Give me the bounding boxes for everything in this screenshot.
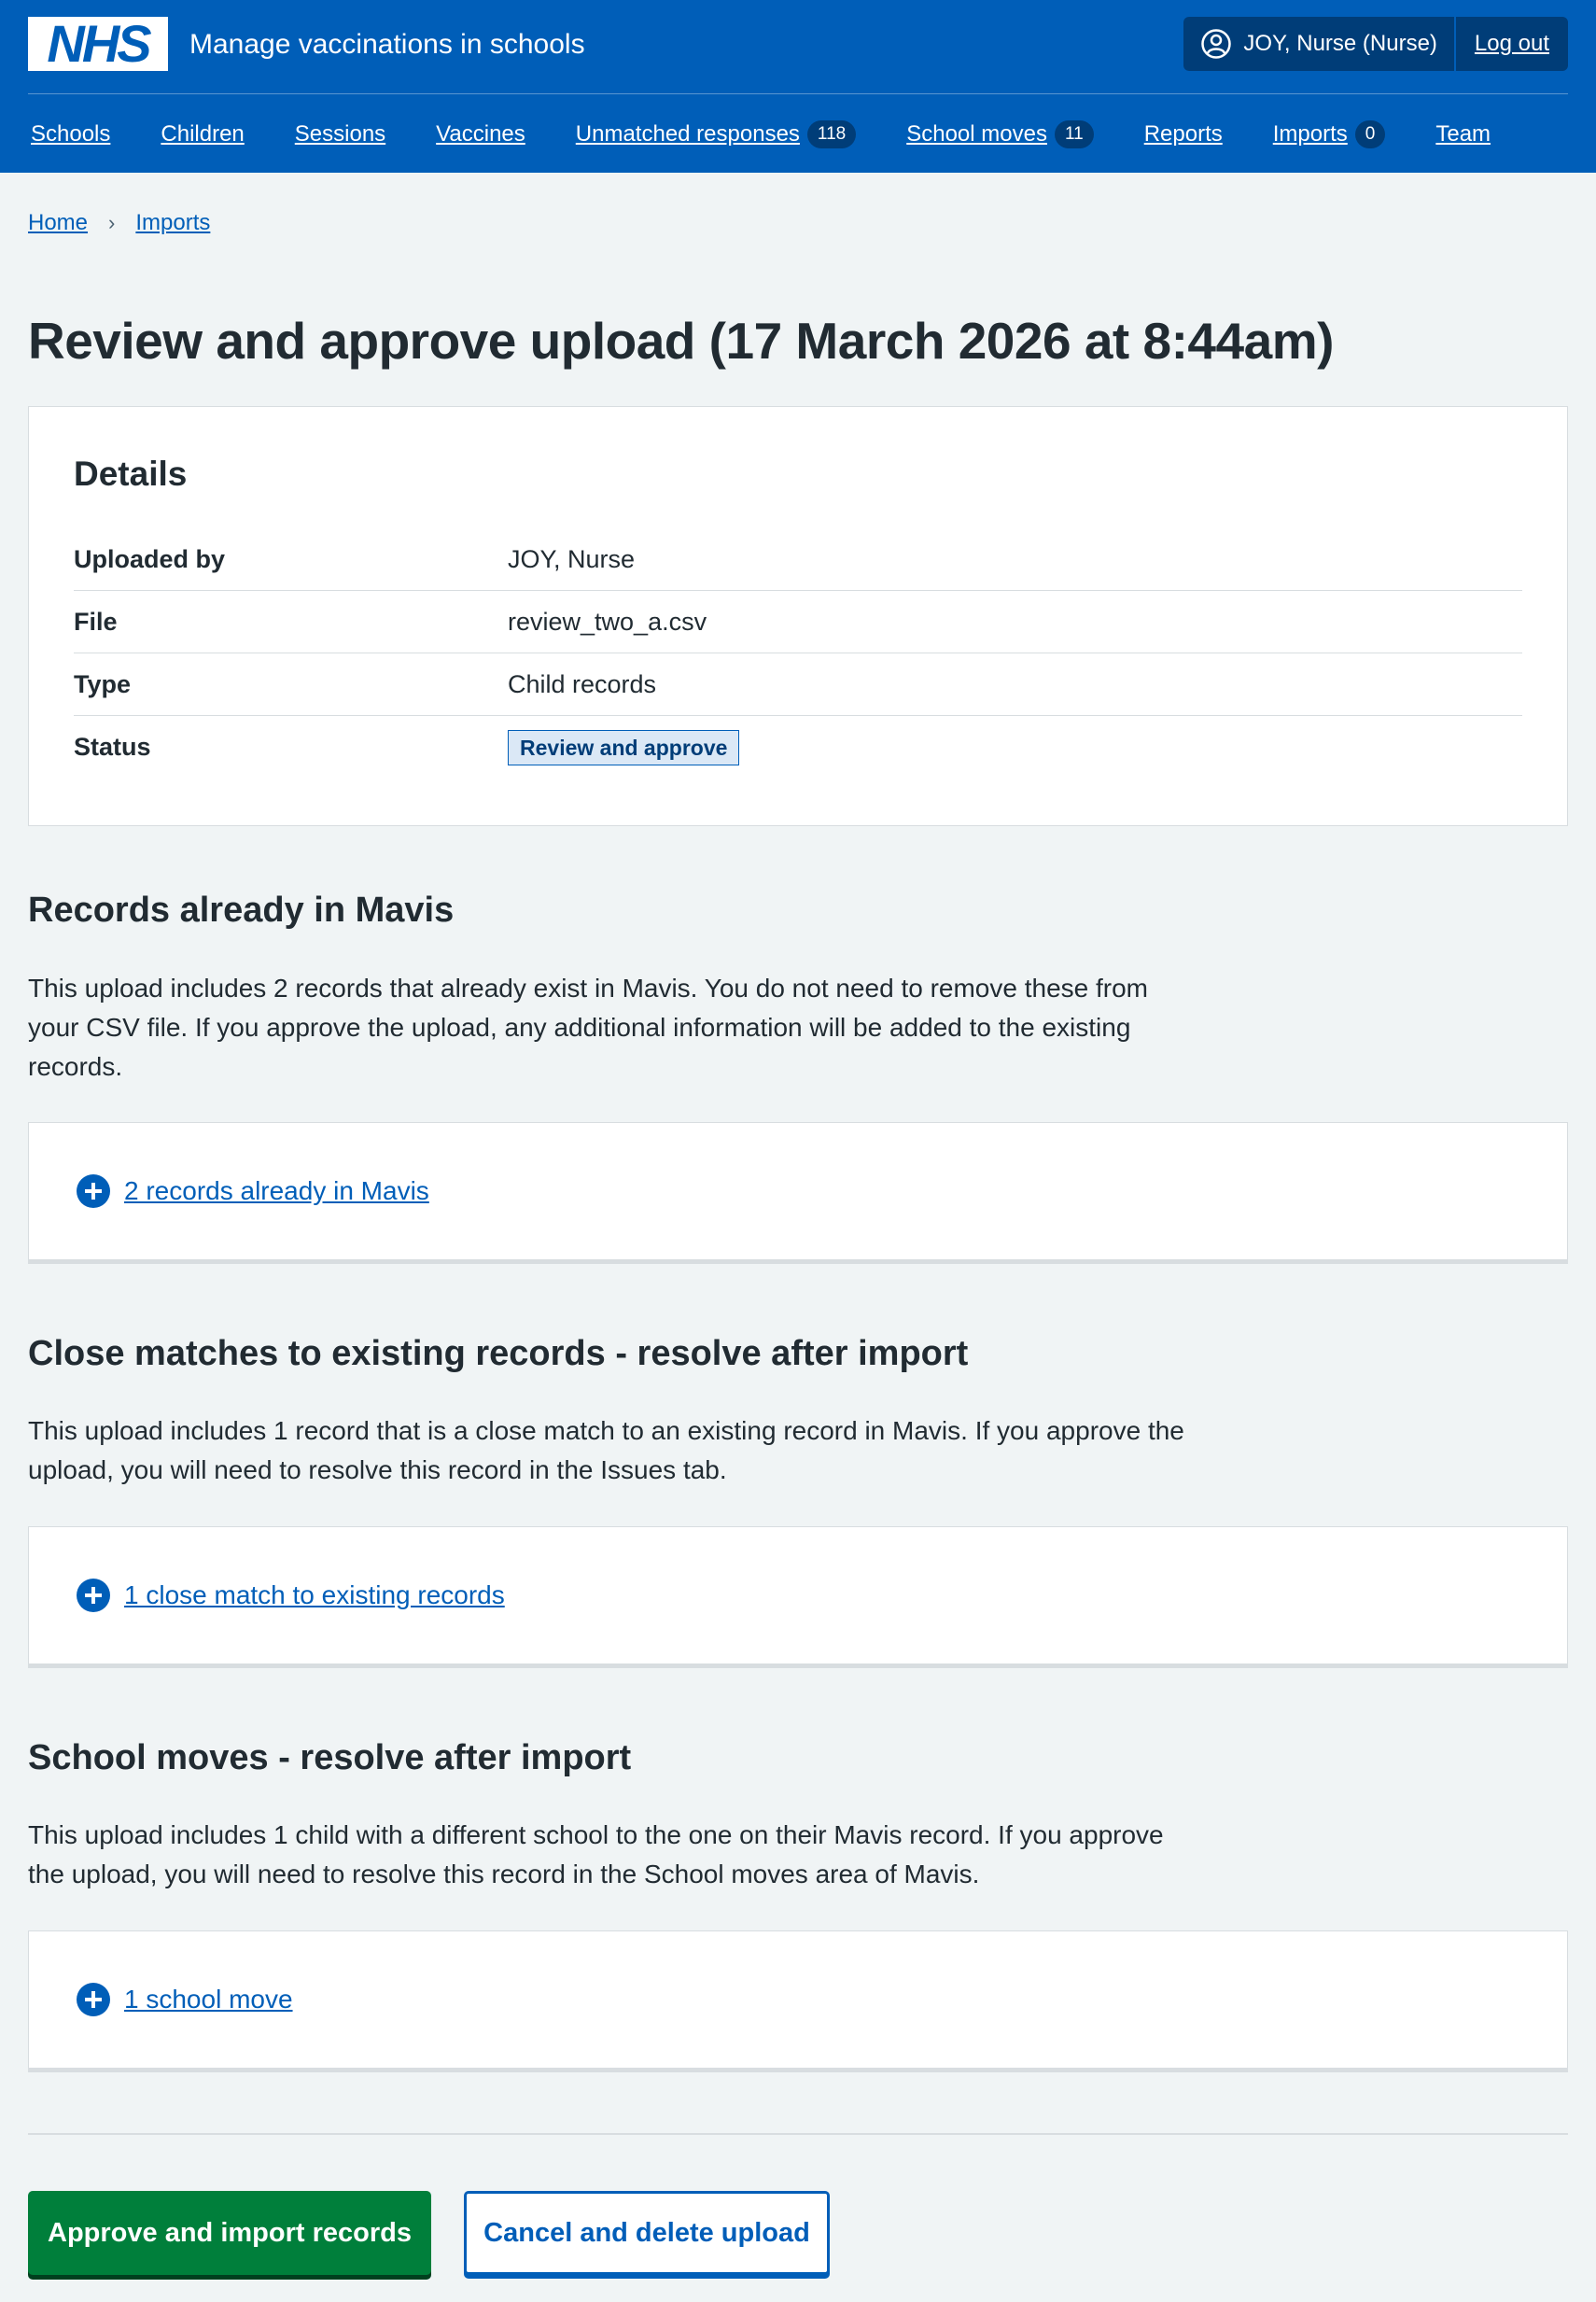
chevron-right-icon: › — [108, 211, 116, 234]
nav-link-school-moves[interactable]: School moves — [906, 121, 1047, 147]
summary-row-status — [74, 716, 1522, 779]
nav-item-reports — [1144, 121, 1223, 147]
imports-count-badge: 0 — [1355, 120, 1386, 148]
nhs-logo-text: NHS — [47, 14, 149, 73]
breadcrumb — [28, 210, 210, 236]
summary-value: JOY, Nurse — [508, 544, 636, 573]
plus-circle-icon — [76, 1982, 111, 2017]
summary-row-file — [74, 591, 1522, 653]
user-circle-icon — [1200, 28, 1232, 60]
summary-value: Child records — [508, 669, 657, 698]
nav-link-team[interactable]: Team — [1435, 121, 1491, 147]
account-user — [1183, 17, 1454, 71]
expander-school-moves[interactable] — [28, 1930, 1568, 2072]
nav-link-vaccines[interactable]: Vaccines — [436, 121, 525, 147]
breadcrumb-imports[interactable]: Imports — [135, 210, 211, 235]
nav-item-imports — [1273, 120, 1386, 148]
cancel-and-delete-button[interactable]: Cancel and delete upload — [464, 2191, 830, 2275]
section-title-school-moves: School moves - resolve after import — [28, 1738, 632, 1777]
nav-item-vaccines — [436, 121, 525, 147]
account-user-label: JOY, Nurse (Nurse) — [1243, 31, 1437, 56]
summary-key: Type — [74, 669, 132, 698]
school-moves-count-badge: 11 — [1055, 120, 1094, 148]
nav-item-school-moves — [906, 120, 1093, 148]
logout-button[interactable]: Log out — [1456, 31, 1568, 57]
nhs-logo[interactable] — [28, 14, 168, 73]
header-divider — [28, 93, 1568, 94]
page-title: Review and approve upload (17 March 2026 at 8:44am) — [28, 312, 1334, 370]
nav-link-children[interactable]: Children — [161, 121, 245, 147]
nav-link-imports[interactable]: Imports — [1272, 121, 1348, 147]
nav-item-unmatched-responses — [576, 120, 856, 148]
expander-link-close-matches[interactable]: 1 close match to existing records — [124, 1580, 505, 1609]
nav-item-schools — [31, 121, 110, 147]
plus-circle-icon — [76, 1578, 111, 1613]
nav-item-team — [1435, 121, 1491, 147]
nav-item-sessions — [295, 121, 385, 147]
nav-link-reports[interactable]: Reports — [1143, 121, 1223, 147]
section-divider — [28, 2133, 1568, 2135]
service-name[interactable]: Manage vaccinations in schools — [189, 29, 585, 60]
expander-records-already-in-mavis[interactable] — [28, 1122, 1568, 1264]
summary-value: review_two_a.csv — [508, 607, 707, 636]
section-text-records-already-in-mavis: This upload includes 2 records that already exist in Mavis. You do not need to remove these from your CSV file. If you approve the upload, any additional information will be added to the existing records. — [28, 974, 1149, 1081]
summary-value-status — [508, 730, 739, 765]
summary-key: File — [74, 607, 118, 636]
summary-row-uploaded-by — [74, 528, 1522, 591]
summary-key: Status — [74, 733, 151, 761]
expander-link-records-already-in-mavis[interactable]: 2 records already in Mavis — [124, 1176, 429, 1205]
primary-nav — [31, 112, 1541, 157]
details-card — [28, 406, 1568, 826]
nav-link-sessions[interactable]: Sessions — [294, 121, 386, 147]
section-text-school-moves: This upload includes 1 child with a different school to the one on their Mavis record. If you approve the upload, you will need to resolve this record in the School moves area of Mavis. — [28, 1820, 1164, 1888]
nav-item-children — [161, 121, 244, 147]
summary-key: Uploaded by — [74, 544, 226, 573]
expander-link-school-moves[interactable]: 1 school move — [124, 1985, 293, 2014]
section-text-close-matches: This upload includes 1 record that is a close match to an existing record in Mavis. If you approve the upload, you will need to resolve this record in the Issues tab. — [28, 1416, 1184, 1484]
breadcrumb-home[interactable]: Home — [28, 210, 89, 235]
plus-circle-icon — [76, 1173, 111, 1209]
nav-link-unmatched-responses[interactable]: Unmatched responses — [575, 121, 800, 147]
unmatched-responses-count-badge: 118 — [807, 120, 856, 148]
nav-link-schools[interactable]: Schools — [31, 121, 111, 147]
expander-close-matches[interactable] — [28, 1526, 1568, 1668]
details-summary-list — [74, 528, 1522, 779]
section-title-records-already-in-mavis: Records already in Mavis — [28, 891, 455, 930]
approve-and-import-button[interactable]: Approve and import records — [28, 2191, 431, 2275]
header-top — [28, 0, 1568, 93]
summary-row-type — [74, 653, 1522, 716]
section-title-close-matches: Close matches to existing records - resolve after import — [28, 1334, 969, 1373]
details-heading: Details — [74, 455, 188, 493]
site-header — [0, 0, 1596, 173]
status-badge: Review and approve — [508, 730, 739, 765]
account-panel — [1183, 17, 1568, 71]
